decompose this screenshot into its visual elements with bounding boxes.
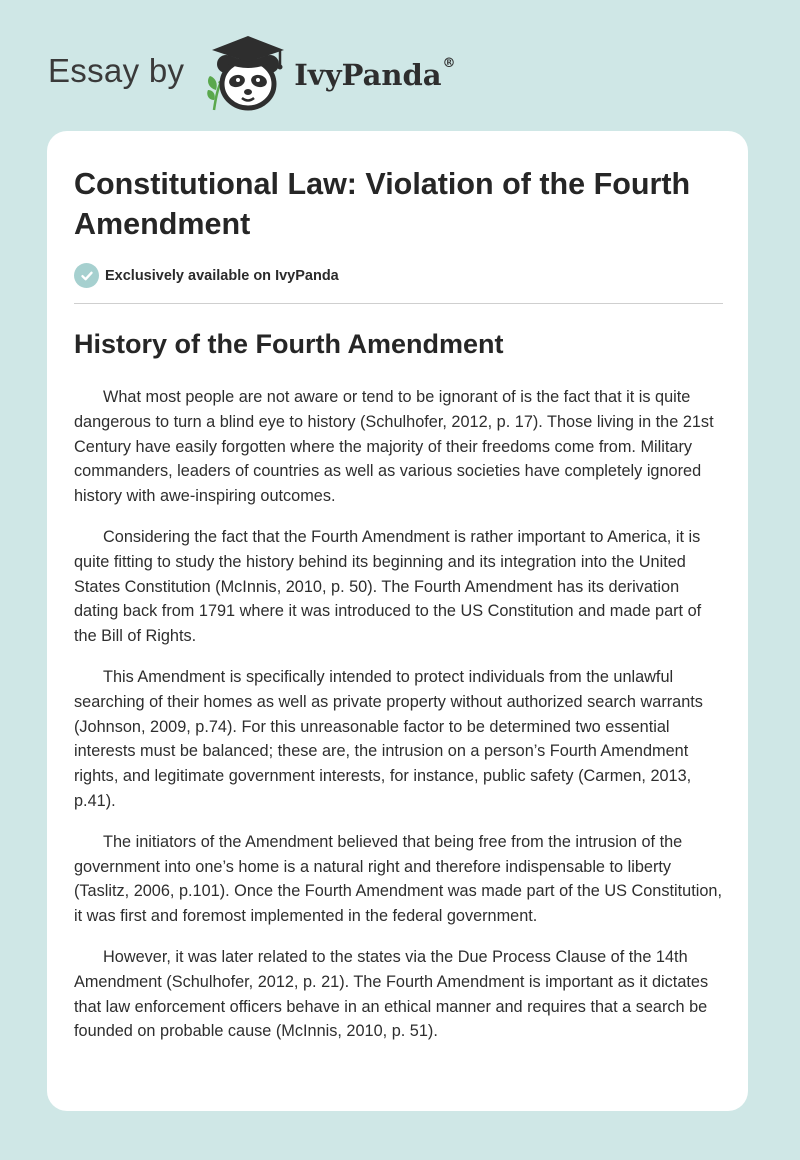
essay-card <box>47 131 748 1111</box>
paragraph: What most people are not aware or tend to be ignorant of is the fact that it is quite dangerous to turn a blind eye to history (Schulhofer, 2012, p. 17). Those living in the 21st Century have easily forgotten where the majority of their freedoms come from. Military commanders, leaders of countries as well as various societies have completely ignored history with awe-inspiring outcomes. <box>74 388 714 506</box>
panda-logo-icon[interactable] <box>200 30 292 114</box>
check-icon <box>74 263 99 288</box>
page-title: Constitutional Law: Violation of the Fourth Amendment <box>74 167 691 241</box>
paragraph: However, it was later related to the states via the Due Process Clause of the 14th Amendment (Schulhofer, 2012, p. 21). The Fourth Amendment is important as it dictates that law enforcement officers behave in an ethical manner and requires that a search be founded on probable cause (McInnis, 2010, p. 51). <box>74 947 709 1041</box>
registered-mark: ® <box>442 56 456 71</box>
section-heading: History of the Fourth Amendment <box>74 329 504 359</box>
paragraph: Considering the fact that the Fourth Amendment is rather important to America, it is quite fitting to study the history behind its beginning and its integration into the United States Constitution (McInnis, 2010, p. 50). The Fourth Amendment has its derivation dating back from 1791 where it was introduced to the US Constitution and made part of the Bill of Rights. <box>74 527 702 646</box>
divider <box>74 303 723 304</box>
site-header <box>48 30 648 114</box>
essay-by-label: Essay by <box>48 52 185 89</box>
paragraph: The initiators of the Amendment believed that being free from the intrusion of the government into one’s home is a natural right and therefore indispensable to liberty (Taslitz, 2006, p.101). Once the Fourth Amendment was made part of the US Constitution, it was first and foremost implemented in the federal government. <box>74 832 722 926</box>
brand-name[interactable]: IvyPanda® <box>294 56 456 92</box>
article-body <box>74 385 722 1060</box>
exclusive-badge <box>74 263 339 288</box>
badge-label: Exclusively available on IvyPanda <box>105 267 339 284</box>
paragraph: This Amendment is specifically intended to protect individuals from the unlawful searching of their homes as well as private property without authorized search warrants (Johnson, 2009, p.74). For this unreasonable factor to be determined two essential interests must be balanced; these are, the intrusion on a person’s Fourth Amendment rights, and legitimate government interests, for instance, public safety (Carmen, 2013, p.41). <box>74 667 703 810</box>
